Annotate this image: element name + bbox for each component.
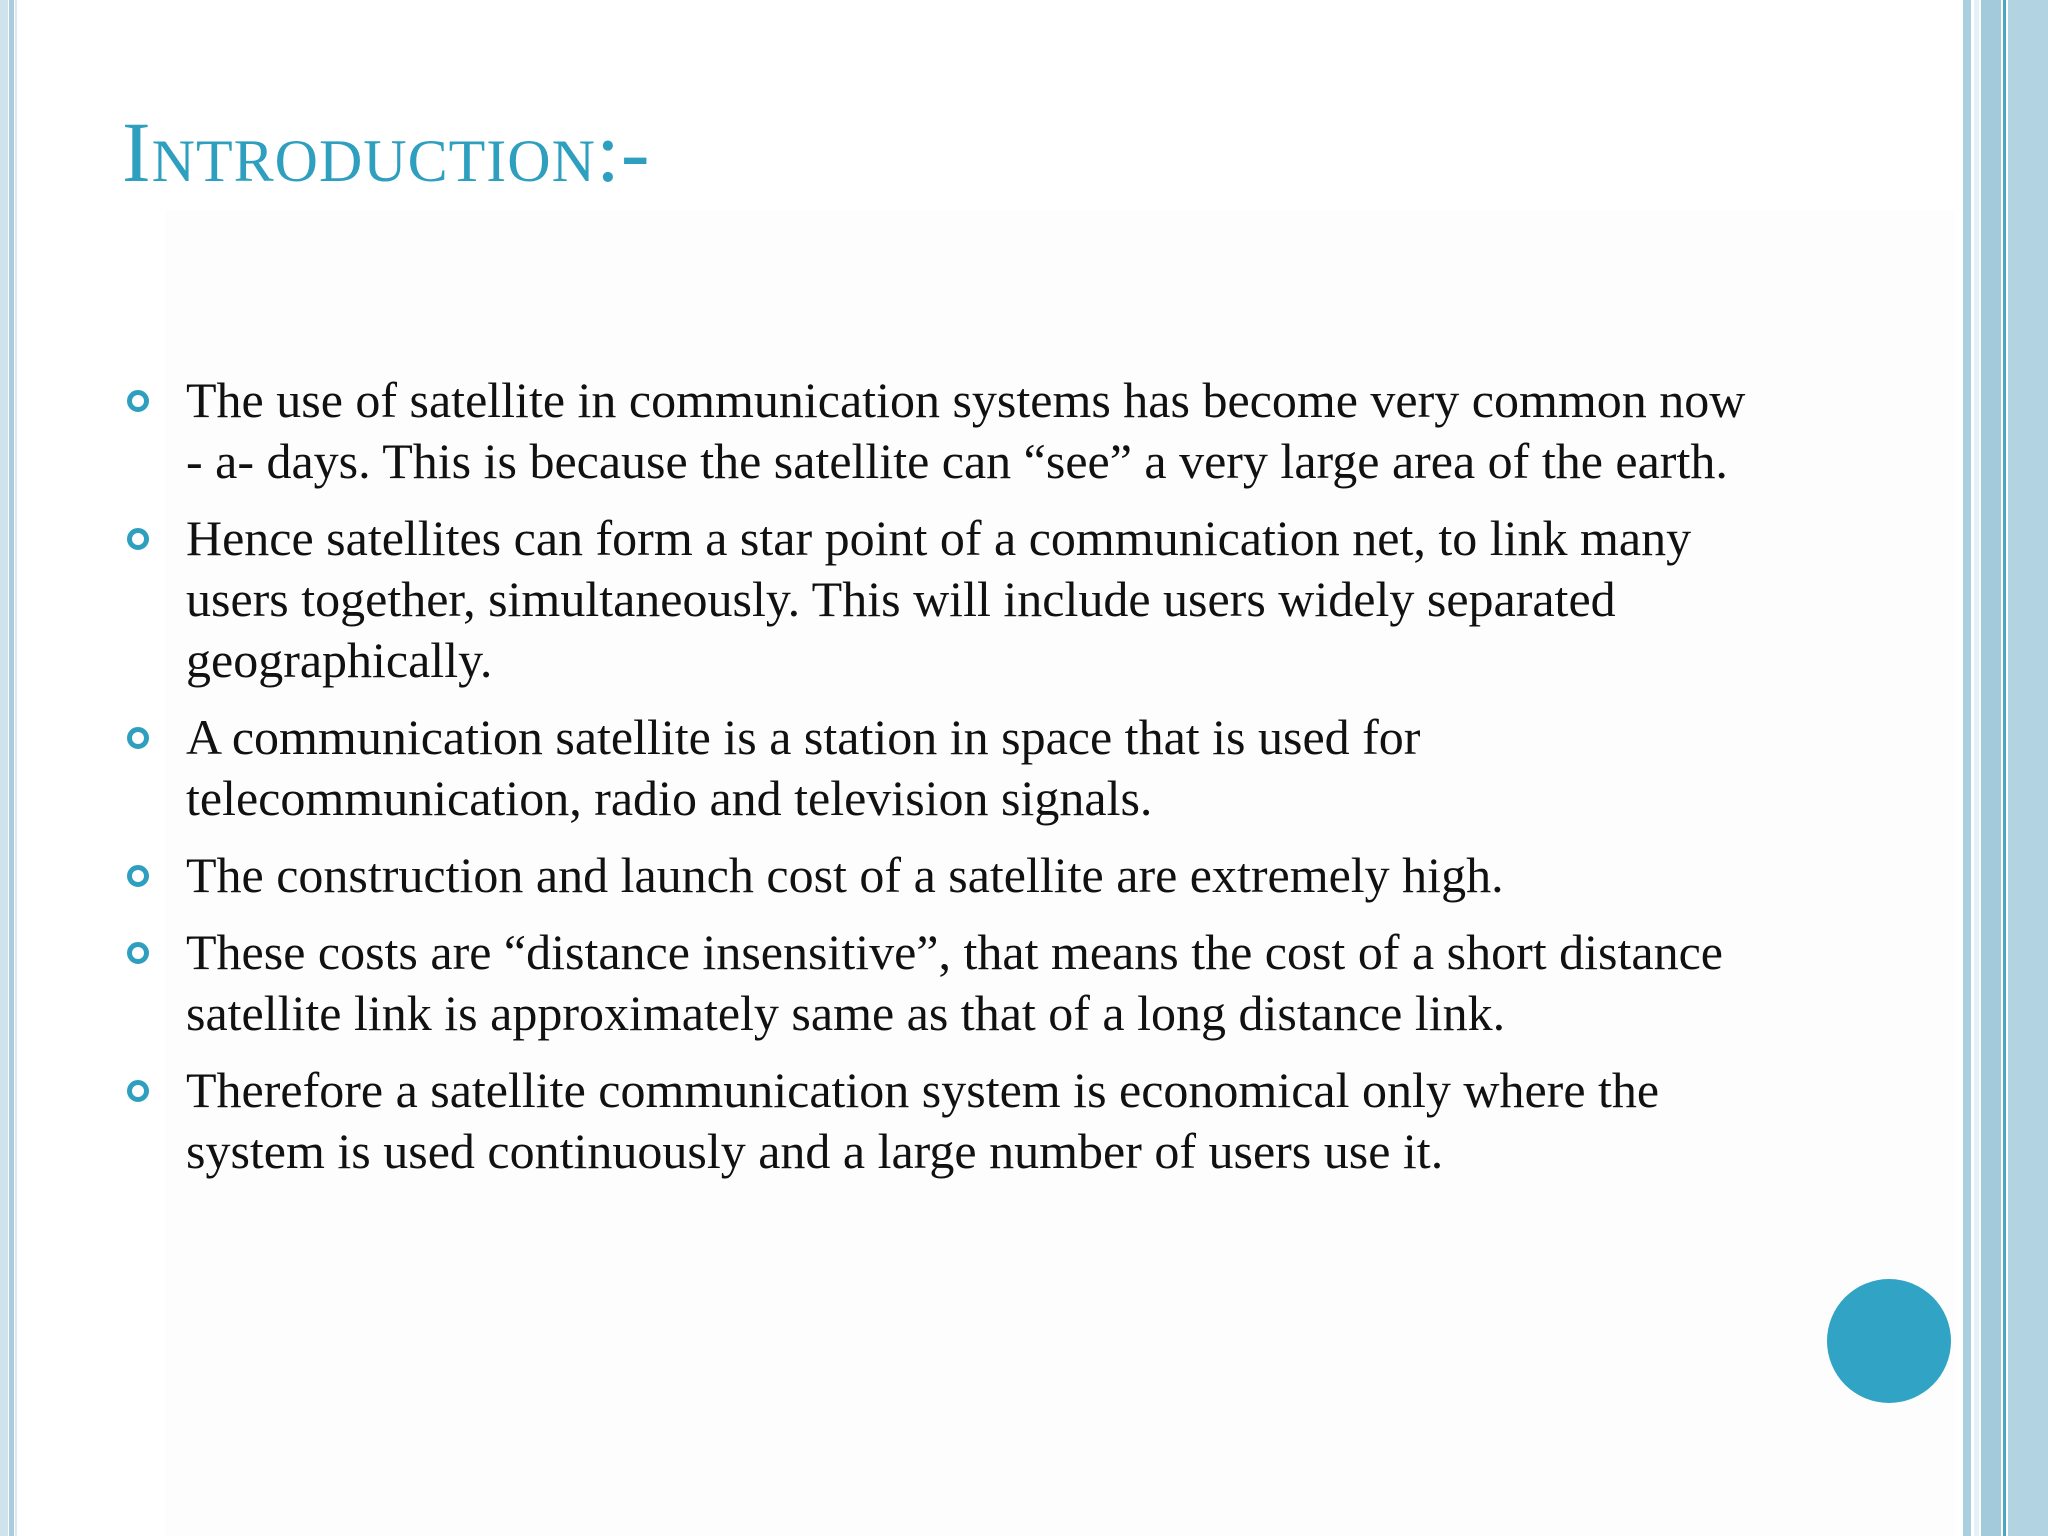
- bullet-list: [120, 370, 1770, 1198]
- accent-circle: [1827, 1279, 1951, 1403]
- left-border-line: [0, 0, 8, 1536]
- right-decorative-bar: [2008, 0, 2048, 1536]
- bullet-item: [120, 707, 1770, 829]
- bullet-text: Hence satellites can form a star point of a communication net, to link many users together, simultaneously. This will include users widely separated geographically.: [186, 510, 1692, 688]
- hollow-circle-bullet-icon: [127, 865, 149, 887]
- right-decorative-bar: [2003, 0, 2006, 1536]
- bullet-text: Therefore a satellite communication system is economical only where the system is used continuously and a large number of users use it.: [186, 1062, 1660, 1179]
- bullet-item: [120, 508, 1770, 691]
- left-border-line: [15, 0, 17, 1536]
- hollow-circle-bullet-icon: [127, 528, 149, 550]
- slide-title: Introduction:-: [122, 104, 651, 200]
- left-border-line: [9, 0, 14, 1536]
- hollow-circle-bullet-icon: [127, 1080, 149, 1102]
- bullet-item: [120, 370, 1770, 492]
- bullet-item: [120, 922, 1770, 1044]
- right-decorative-bar: [1963, 0, 1971, 1536]
- bullet-text: These costs are “distance insensitive”, that means the cost of a short distance satellite link is approximately same as that of a long distance link.: [186, 924, 1723, 1041]
- bullet-text: The construction and launch cost of a satellite are extremely high.: [186, 847, 1504, 903]
- bullet-item: [120, 1060, 1770, 1182]
- bullet-item: [120, 845, 1770, 906]
- bullet-text: The use of satellite in communication systems has become very common now - a- days. This is because the satellite can “see” a very large area of the earth.: [186, 372, 1746, 489]
- hollow-circle-bullet-icon: [127, 727, 149, 749]
- bullet-text: A communication satellite is a station in space that is used for telecommunication, radio and television signals.: [186, 709, 1421, 826]
- hollow-circle-bullet-icon: [127, 942, 149, 964]
- right-decorative-bar: [1981, 0, 2001, 1536]
- hollow-circle-bullet-icon: [127, 390, 149, 412]
- right-decorative-bar: [1974, 0, 1979, 1536]
